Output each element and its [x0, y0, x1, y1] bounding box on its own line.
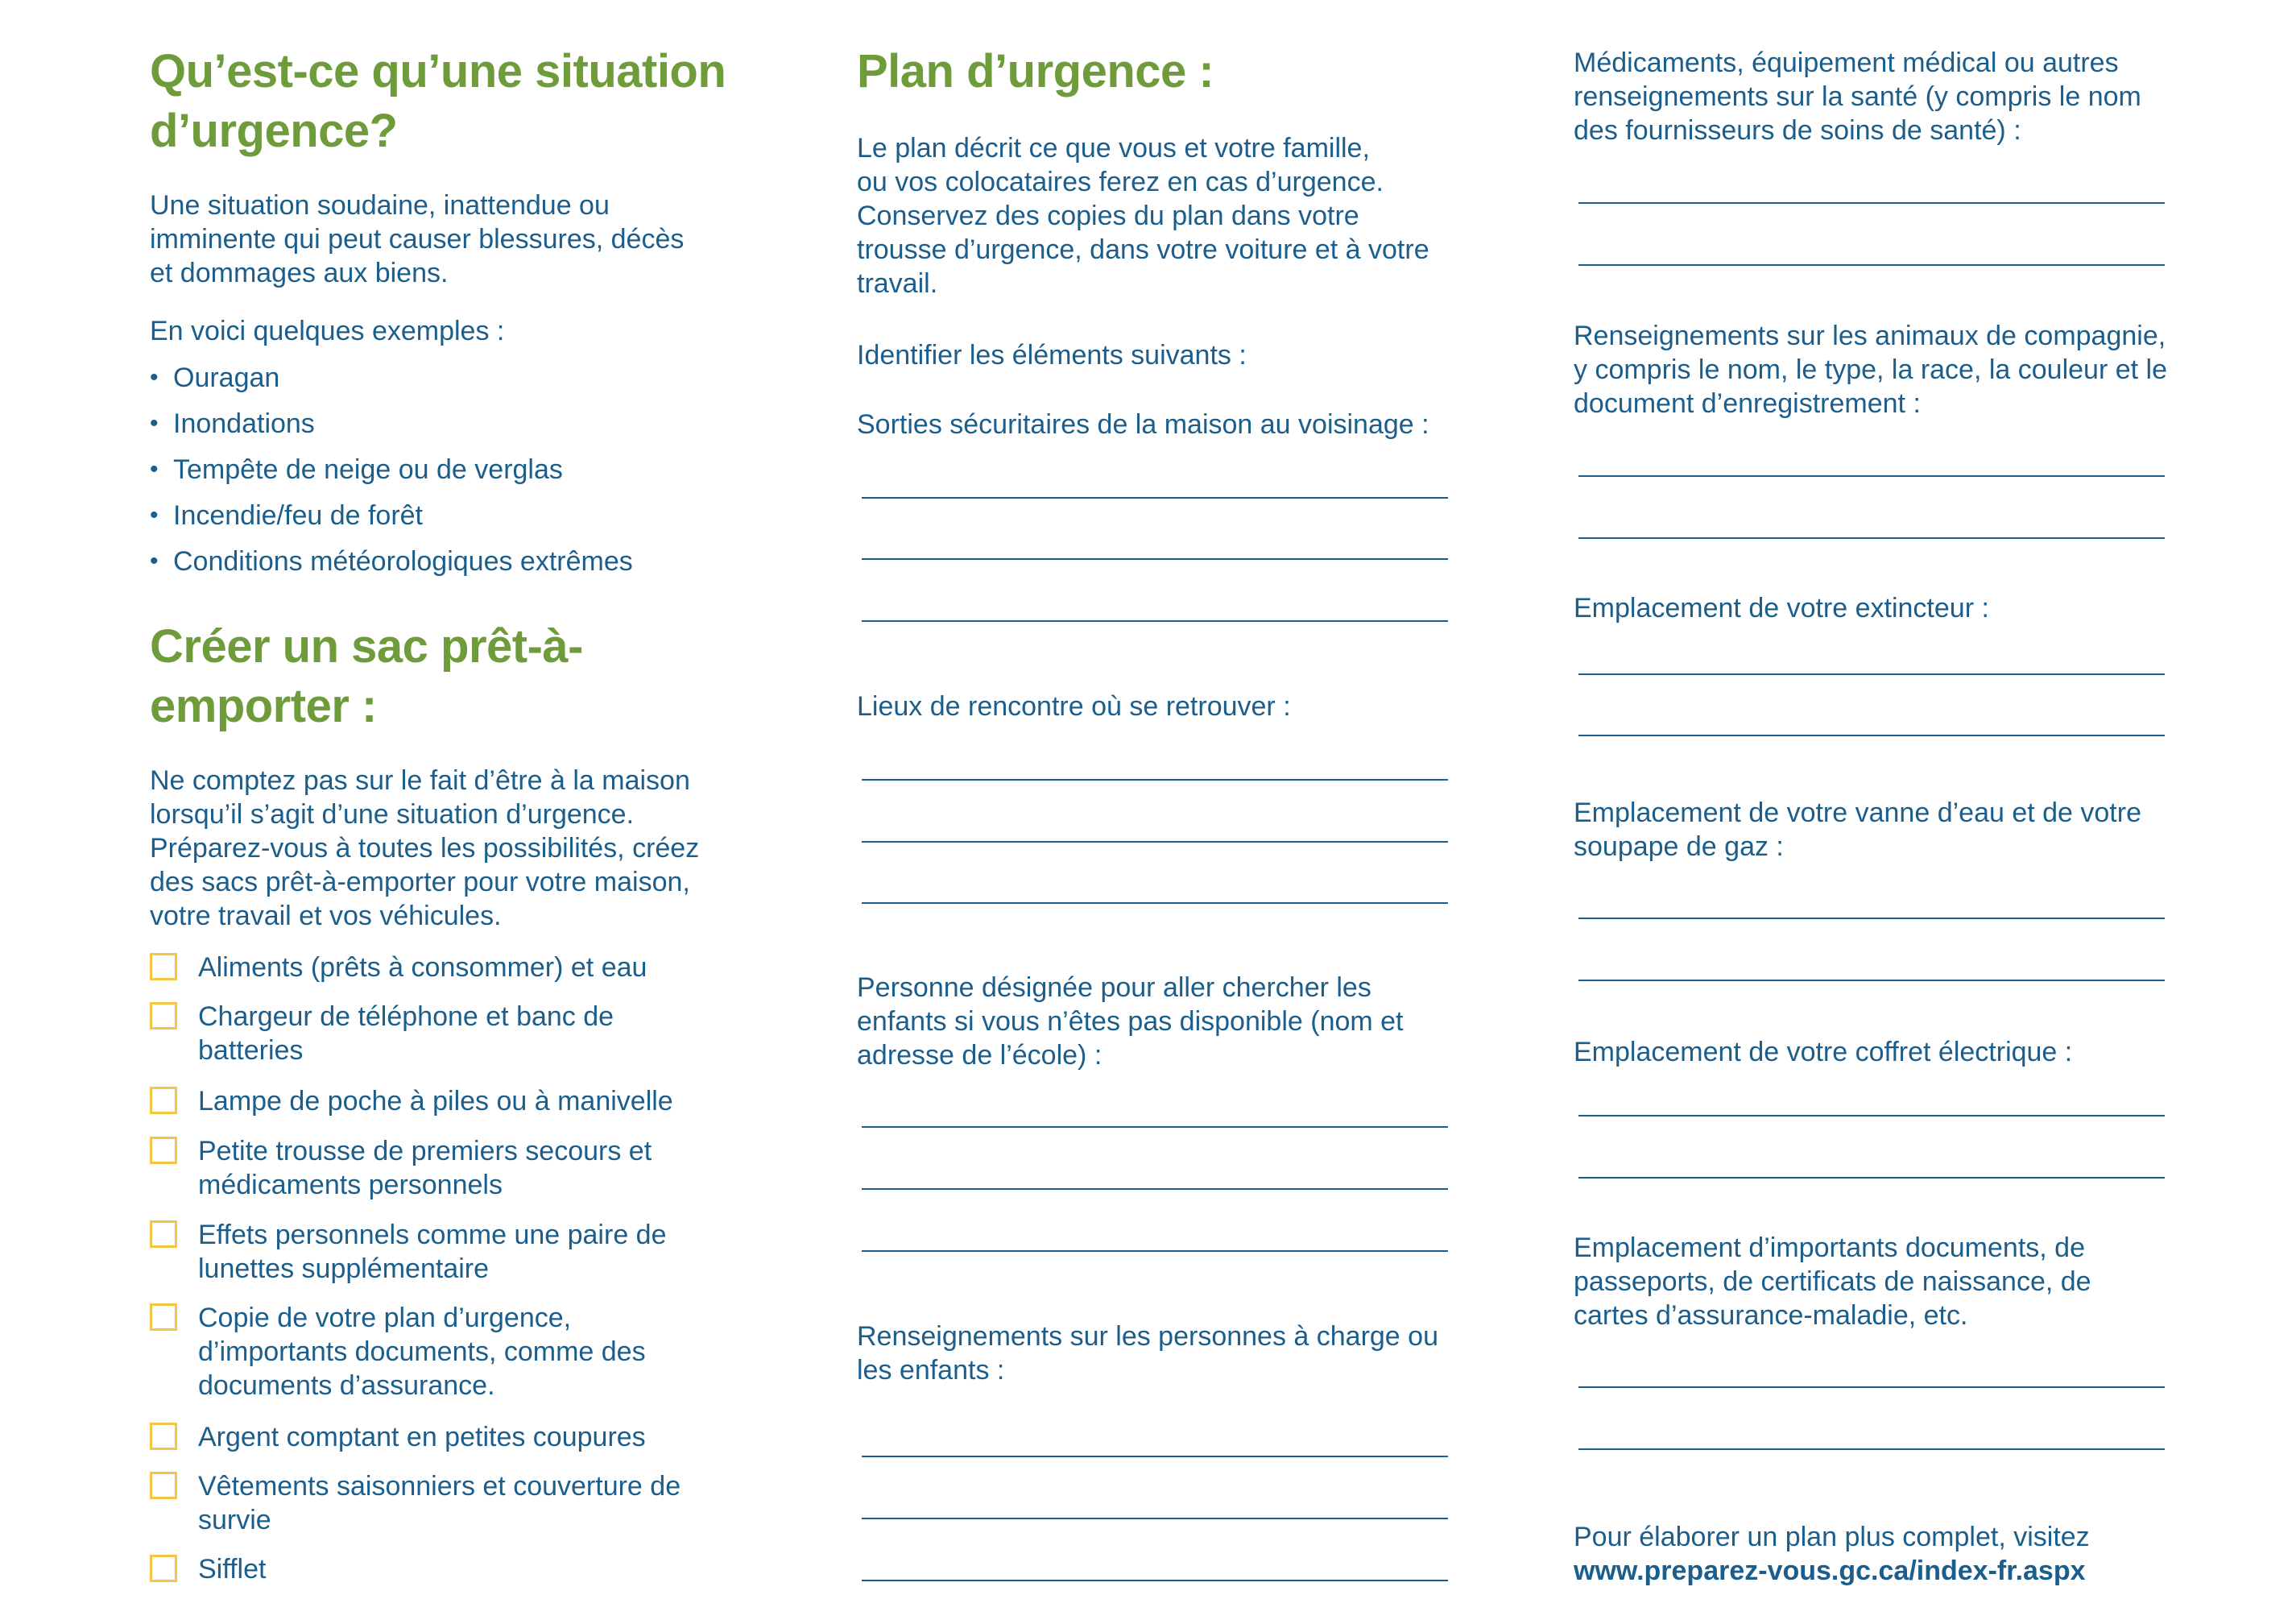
meeting-places-field[interactable] [862, 841, 1448, 843]
text-line: votre travail et vos véhicules. [150, 901, 502, 931]
checklist-item-label [198, 1420, 762, 1454]
examples-list [150, 361, 633, 590]
text-line: d’importants documents, comme des [198, 1336, 646, 1367]
extinguisher-field[interactable] [1578, 673, 2165, 675]
heading-what-is-emergency [150, 42, 726, 161]
bullet-icon: • [150, 502, 159, 528]
documents-field[interactable] [1578, 1448, 2165, 1450]
text-line: Chargeur de téléphone et banc de [198, 1001, 614, 1032]
pets-label [1574, 319, 2167, 420]
electrical-panel-field[interactable] [1578, 1177, 2165, 1179]
medical-field[interactable] [1578, 264, 2165, 266]
checkbox[interactable] [150, 953, 177, 980]
checklist-item-label [198, 1218, 762, 1286]
list-item-label: Inondations [173, 408, 315, 439]
checkbox[interactable] [150, 1555, 177, 1582]
heading-line: emporter : [150, 680, 377, 732]
text-line: document d’enregistrement : [1574, 388, 1921, 419]
text-line: Lampe de poche à piles ou à manivelle [198, 1086, 673, 1116]
text-line: y compris le nom, le type, la race, la couleur et le [1574, 354, 2167, 385]
extinguisher-field[interactable] [1578, 735, 2165, 736]
text-line: Emplacement d’importants documents, de [1574, 1232, 2085, 1263]
heading-go-bag [150, 617, 583, 736]
text-line: Renseignements sur les animaux de compagnie, [1574, 321, 2166, 351]
text-line: les enfants : [857, 1355, 1005, 1386]
dependents-label [857, 1320, 1438, 1387]
text-line: des fournisseurs de soins de santé) : [1574, 115, 2021, 146]
checklist-item-label [198, 1469, 762, 1537]
bullet-icon: • [150, 364, 159, 391]
medical-label [1574, 46, 2141, 147]
dependents-field[interactable] [862, 1580, 1448, 1581]
text-line: Le plan décrit ce que vous et votre famille, [857, 133, 1370, 164]
website-link[interactable]: www.preparez-vous.gc.ca/index-fr.aspx [1574, 1556, 2086, 1586]
meeting-places-field[interactable] [862, 902, 1448, 904]
meeting-places-label: Lieux de rencontre où se retrouver : [857, 691, 1291, 722]
checkbox[interactable] [150, 1303, 177, 1331]
text-line: lorsqu’il s’agit d’une situation d’urgence. [150, 799, 635, 830]
checkbox[interactable] [150, 1220, 177, 1248]
checkbox[interactable] [150, 1087, 177, 1114]
checkbox[interactable] [150, 1472, 177, 1499]
checkbox[interactable] [150, 1423, 177, 1450]
designated-person-field[interactable] [862, 1126, 1448, 1128]
text-line: adresse de l’école) : [857, 1040, 1102, 1071]
pets-field[interactable] [1578, 475, 2165, 477]
text-line: lunettes supplémentaire [198, 1253, 490, 1284]
text-line: Copie de votre plan d’urgence, [198, 1303, 572, 1333]
text-line: Aliments (prêts à consommer) et eau [198, 952, 647, 983]
text-line: Effets personnels comme une paire de [198, 1220, 667, 1250]
text-line: des sacs prêt-à-emporter pour votre maison, [150, 867, 690, 897]
text-line: Sifflet [198, 1554, 267, 1585]
bullet-icon: • [150, 456, 159, 483]
water-gas-valve-field[interactable] [1578, 918, 2165, 919]
designated-person-label [857, 971, 1404, 1072]
list-item-label: Ouragan [173, 362, 280, 393]
medical-field[interactable] [1578, 202, 2165, 204]
text-line: soupape de gaz : [1574, 831, 1784, 862]
text-line: Médicaments, équipement médical ou autres [1574, 48, 2119, 78]
text-line: batteries [198, 1035, 304, 1066]
checklist-item-label [198, 1000, 762, 1067]
text-line: documents d’assurance. [198, 1370, 495, 1401]
checklist-item-label [198, 1552, 762, 1586]
text-line: Ne comptez pas sur le fait d’être à la maison [150, 765, 690, 796]
list-item [150, 407, 633, 453]
text-line: Conservez des copies du plan dans votre [857, 201, 1359, 231]
exits-field[interactable] [862, 497, 1448, 499]
text-line: Argent comptant en petites coupures [198, 1422, 646, 1452]
water-gas-valve-field[interactable] [1578, 980, 2165, 981]
list-item [150, 453, 633, 499]
text-line: médicaments personnels [198, 1170, 503, 1200]
documents-label [1574, 1231, 2091, 1332]
designated-person-field[interactable] [862, 1250, 1448, 1252]
footer-text: Pour élaborer un plan plus complet, visitez [1574, 1522, 2090, 1552]
text-line: enfants si vous n’êtes pas disponible (nom et [857, 1006, 1404, 1037]
examples-intro: En voici quelques exemples : [150, 316, 505, 346]
list-item [150, 545, 633, 590]
plan-intro [857, 131, 1429, 300]
identify-intro: Identifier les éléments suivants : [857, 340, 1247, 371]
checklist-item-label [198, 951, 762, 984]
footer-note [1574, 1520, 2090, 1588]
text-line: ou vos colocataires ferez en cas d’urgence. [857, 167, 1384, 197]
dependents-field[interactable] [862, 1518, 1448, 1519]
electrical-panel-label: Emplacement de votre coffret électrique : [1574, 1037, 2073, 1067]
text-line: travail. [857, 268, 938, 299]
checkbox[interactable] [150, 1137, 177, 1164]
designated-person-field[interactable] [862, 1188, 1448, 1190]
dependents-field[interactable] [862, 1456, 1448, 1457]
extinguisher-label: Emplacement de votre extincteur : [1574, 593, 1989, 624]
text-line: trousse d’urgence, dans votre voiture et à votre [857, 234, 1429, 265]
electrical-panel-field[interactable] [1578, 1115, 2165, 1116]
list-item-label: Conditions météorologiques extrêmes [173, 546, 633, 577]
meeting-places-field[interactable] [862, 779, 1448, 781]
exits-label: Sorties sécuritaires de la maison au voisinage : [857, 409, 1429, 440]
pets-field[interactable] [1578, 537, 2165, 539]
text-line: Emplacement de votre vanne d’eau et de votre [1574, 798, 2141, 828]
water-gas-valve-label [1574, 796, 2141, 864]
bullet-icon: • [150, 548, 159, 574]
text-line: et dommages aux biens. [150, 258, 449, 288]
heading-line: d’urgence? [150, 105, 398, 157]
go-bag-intro [150, 764, 699, 933]
text-line: Personne désignée pour aller chercher les [857, 972, 1371, 1003]
text-line: Petite trousse de premiers secours et [198, 1136, 652, 1166]
checklist-item-label [198, 1084, 762, 1118]
checklist-item-label [198, 1134, 762, 1202]
text-line: survie [198, 1505, 271, 1535]
list-item-label: Incendie/feu de forêt [173, 500, 424, 531]
text-line: renseignements sur la santé (y compris le nom [1574, 81, 2141, 112]
definition-text [150, 188, 684, 290]
text-line: imminente qui peut causer blessures, décès [150, 224, 685, 255]
list-item [150, 499, 633, 545]
text-line: passeports, de certificats de naissance, de [1574, 1266, 2091, 1297]
heading-line: Qu’est-ce qu’une situation [150, 45, 726, 97]
text-line: Vêtements saisonniers et couverture de [198, 1471, 681, 1502]
exits-field[interactable] [862, 620, 1448, 622]
heading-emergency-plan: Plan d’urgence : [857, 45, 1214, 97]
text-line: Une situation soudaine, inattendue ou [150, 190, 610, 221]
checklist-item-label [198, 1301, 762, 1402]
list-item [150, 361, 633, 407]
list-item-label: Tempête de neige ou de verglas [173, 454, 563, 485]
exits-field[interactable] [862, 558, 1448, 560]
heading-line: Créer un sac prêt-à- [150, 620, 583, 673]
checkbox[interactable] [150, 1002, 177, 1030]
documents-field[interactable] [1578, 1386, 2165, 1388]
text-line: Renseignements sur les personnes à charge ou [857, 1321, 1438, 1352]
text-line: cartes d’assurance-maladie, etc. [1574, 1300, 1968, 1331]
bullet-icon: • [150, 410, 159, 437]
text-line: Préparez-vous à toutes les possibilités, créez [150, 833, 700, 864]
